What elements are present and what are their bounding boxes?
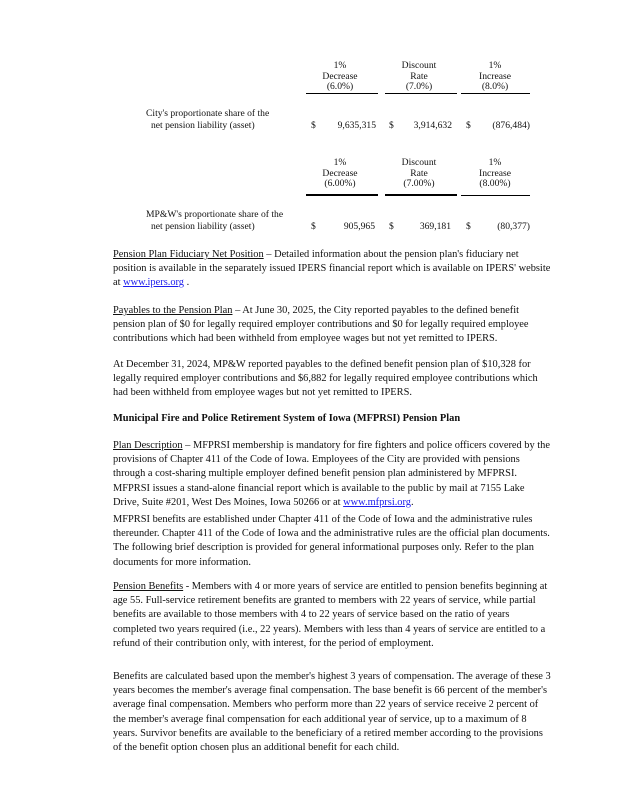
payables-paragraph	[113, 304, 553, 347]
hdr-line: Increase	[479, 167, 511, 179]
hdr-line: Rate	[410, 70, 428, 82]
benefit-calculation-paragraph	[113, 670, 553, 755]
value-decrease: 9,635,315	[337, 120, 376, 131]
col-header-discount	[383, 61, 455, 93]
value-discount: 369,181	[419, 221, 451, 232]
paragraph-text: – MFPRSI membership is mandatory for fire fighters and police officers covered by the provisions of Chapter 411 of the Code of Iowa. Employees of the City are provided with pensions through a cost-sharing multiple employer defined benefit pension plan administered by MFPRSI. MFPRSI issues a stand-alone financial report which is available to the public by mail at 7155 Lake Drive, Suite #201, West Des Moines, Iowa 50266 or at	[113, 440, 550, 508]
value-decrease: 905,965	[343, 221, 375, 232]
mpw-payables-paragraph	[113, 358, 553, 401]
value-discount: 3,914,632	[413, 120, 452, 131]
header-rule	[385, 194, 457, 196]
header-rule	[461, 93, 530, 94]
paragraph-text: MFPRSI benefits are established under Chapter 411 of the Code of Iowa and the administrative rules thereunder. Chapter 411 of the Code of Iowa and the administrative rules are the official plan documents. The following brief description is provided for general informational purposes only. Refer to the plan documents for more information.	[113, 514, 550, 568]
hdr-line: 1%	[333, 60, 347, 71]
plan-description-paragraph	[113, 439, 553, 510]
col-header-decrease	[304, 158, 376, 190]
paragraph-text: At December 31, 2024, MP&W reported payables to the defined benefit pension plan of $10,328 for legally required employer contributions and $6,882 for legally required employee contributions which had been withheld from employee wages but not yet remitted to IPERS.	[113, 359, 538, 399]
currency-symbol: $	[389, 221, 394, 232]
paragraph-text: Benefits are calculated based upon the member's highest 3 years of compensation. The average of these 3 years becomes the member's average final compensation. The base benefit is 66 percent of the member's average final compensation. Members who perform more than 22 years of service receive 2 percent of the member's average final compensation for each additional year of service, up to a maximum of 8 years. Survivor benefits are available to the beneficiary of a retired member according to the provisions of the benefit option chosen plus an additional benefit for each child.	[113, 671, 551, 754]
value-increase: (80,377)	[497, 221, 530, 232]
col-header-increase	[459, 158, 531, 190]
col-header-discount	[383, 158, 455, 190]
paragraph-text: .	[410, 496, 414, 508]
hdr-line: (7.00%)	[403, 178, 435, 189]
label-line: net pension liability (asset)	[151, 221, 255, 232]
fiduciary-net-position-paragraph	[113, 248, 553, 291]
hdr-line: 1%	[488, 60, 502, 71]
hdr-line: Discount	[401, 157, 437, 168]
currency-symbol: $	[466, 221, 471, 232]
label-line: MP&W's proportionate share of the	[146, 209, 284, 220]
currency-symbol: $	[311, 221, 316, 232]
hdr-line: (8.00%)	[479, 178, 511, 189]
currency-symbol: $	[466, 120, 471, 131]
header-rule	[461, 195, 530, 196]
hdr-line: 1%	[333, 157, 347, 168]
section-heading: Municipal Fire and Police Retirement System of Iowa (MFPRSI) Pension Plan	[113, 413, 461, 424]
paragraph-text: – At June 30, 2025, the City reported payables to the defined benefit pension plan of $0 for legally required employer contributions and $0 for legally required employee contributions which had been withheld from employee wages but not yet remitted to IPERS.	[113, 305, 529, 345]
paragraph-title: Pension Benefits	[113, 581, 184, 592]
hdr-line: (6.00%)	[324, 178, 356, 189]
paragraph-text: – Detailed information about the pension plan's fiduciary net position is available in the separately issued IPERS financial report which is available on IPERS' website at	[113, 249, 551, 289]
hdr-line: (8.0%)	[481, 81, 509, 92]
label-line: net pension liability (asset)	[151, 120, 255, 131]
paragraph-title: Plan Description	[113, 440, 183, 451]
col-header-increase	[459, 61, 531, 93]
benefits-established-paragraph	[113, 513, 553, 570]
currency-symbol: $	[389, 120, 394, 131]
hdr-line: (6.0%)	[326, 81, 354, 92]
hdr-line: Decrease	[322, 167, 358, 179]
hdr-line: Discount	[401, 60, 437, 71]
pension-benefits-paragraph	[113, 580, 553, 651]
ipers-link[interactable]: www.ipers.org	[123, 277, 185, 289]
header-rule	[306, 194, 378, 196]
header-rule	[306, 93, 378, 94]
paragraph-text: - Members with 4 or more years of service are entitled to pension benefits beginning at age 55. Full-service retirement benefits are granted to members with 22 years of service, while partial benefits are available to those members with 4 to 22 years of service based on the ratio of years completed two years required (i.e., 22 years). Members with less than 4 years of service are entitled to a refund of their contribution only, with interest, for the period of employment.	[113, 581, 548, 649]
header-rule	[385, 93, 457, 94]
paragraph-text: .	[184, 277, 190, 289]
row-label	[146, 209, 283, 233]
hdr-line: Rate	[410, 167, 428, 179]
hdr-line: 1%	[488, 157, 502, 168]
value-increase: (876,484)	[492, 120, 530, 131]
hdr-line: Decrease	[322, 70, 358, 82]
hdr-line: Increase	[479, 70, 511, 82]
mfprsi-link[interactable]: www.mfprsi.org	[343, 496, 411, 508]
col-header-decrease	[304, 61, 376, 93]
row-label	[146, 108, 269, 132]
hdr-line: (7.0%)	[405, 81, 433, 92]
paragraph-title: Pension Plan Fiduciary Net Position	[113, 249, 264, 260]
label-line: City's proportionate share of the	[146, 108, 270, 119]
paragraph-title: Payables to the Pension Plan	[113, 305, 233, 316]
currency-symbol: $	[311, 120, 316, 131]
